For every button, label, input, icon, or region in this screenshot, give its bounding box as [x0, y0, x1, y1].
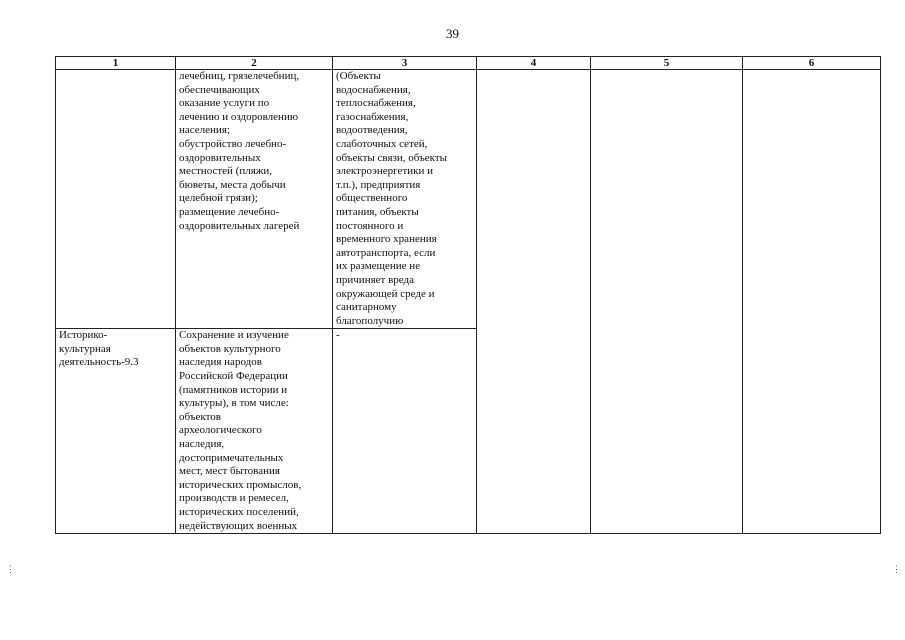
table-cell [333, 329, 477, 534]
table-cell-empty [743, 70, 881, 534]
column-header-3: 3 [333, 57, 477, 70]
right-margin-mark: ⋮ [892, 564, 901, 574]
cell-text: Сохранение и изучение объектов культурного наследия народов Российской Федерации (памятников истории и культуры), в том числе: объектов археологического наследия, достопримечательных мест, мест бытования исторических промыслов, производств и ремесел, исторических поселений, недействующих военных [179, 329, 302, 532]
table-row [56, 70, 881, 329]
column-header-6: 6 [743, 57, 881, 70]
cell-text: - [336, 329, 340, 342]
cell-text: (Объекты водоснабжения, теплоснабжения, газоснабжения, водоотведения, слаботочных сетей, объекты связи, объекты электроэнергетики и т.п.), предприятия общественного питания, объекты постоянного и временного хранения автотранспорта, если их размещение не причиняет вреда окружающей среде и санитарному благополучию [336, 70, 448, 327]
column-header-4: 4 [477, 57, 591, 70]
table-cell [56, 70, 176, 329]
header-row [56, 57, 881, 70]
table-cell [56, 329, 176, 534]
table-cell [176, 70, 333, 329]
regulations-table [55, 56, 881, 534]
table-cell [333, 70, 477, 329]
column-header-5: 5 [591, 57, 743, 70]
page-number: 39 [446, 26, 459, 41]
table-cell [176, 329, 333, 534]
column-header-1: 1 [56, 57, 176, 70]
activity-name: Историко- культурная деятельность-9.3 [59, 329, 139, 369]
column-header-2: 2 [176, 57, 333, 70]
cell-text: лечебниц, грязелечебниц, обеспечивающих оказание услуги по лечению и оздоровлению населения; обустройство лечебно- оздоровительных местностей (пляжи, бюветы, места добычи целебной грязи); размещение лечебно- оздоровительных лагерей [179, 70, 300, 232]
left-margin-mark: ⋮ [6, 564, 15, 574]
table-cell-empty [591, 70, 743, 534]
table-cell-empty [477, 70, 591, 534]
